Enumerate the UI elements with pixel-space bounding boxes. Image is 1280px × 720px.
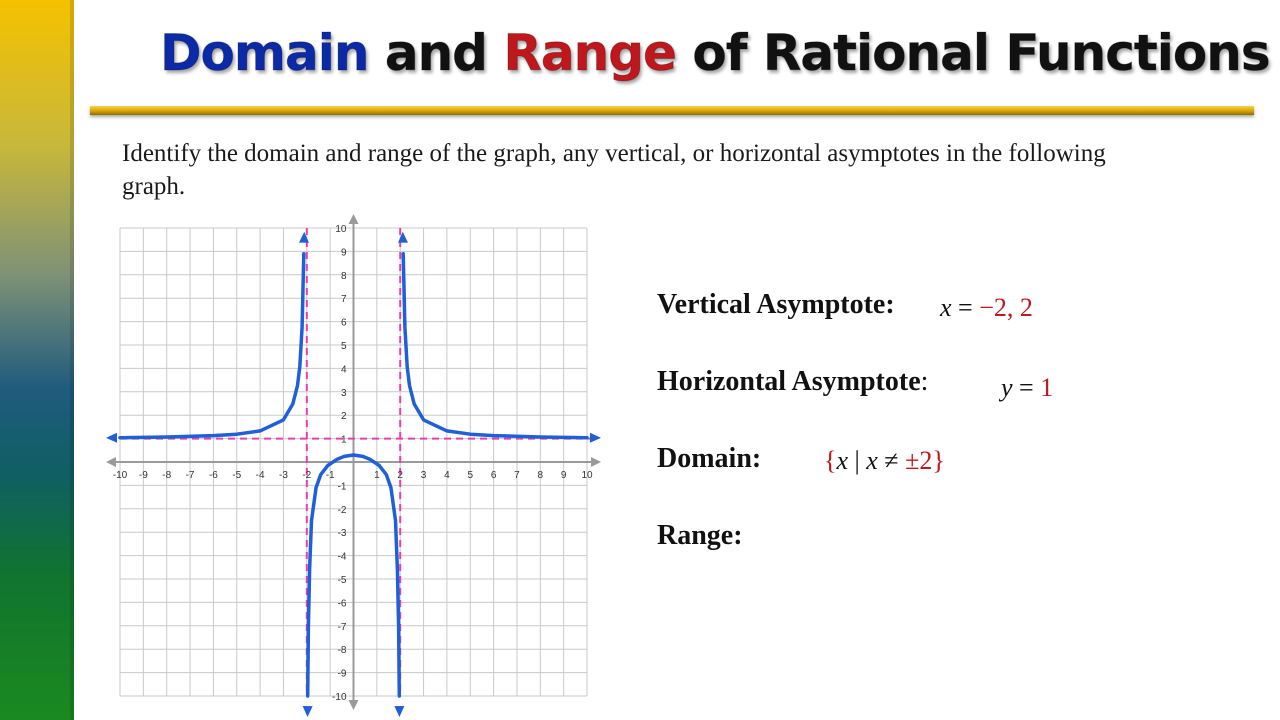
horizontal-equals: =	[1012, 373, 1041, 402]
title-rest: of Rational Functions	[675, 24, 1270, 82]
title-range-word: Range	[503, 24, 676, 82]
domain-var-2: x	[866, 446, 878, 475]
x-tick-label: 1	[374, 470, 380, 481]
horizontal-asymptote-value	[1001, 373, 1053, 403]
y-tick-label: -10	[332, 692, 347, 703]
y-tick-label: -5	[337, 575, 347, 586]
y-tick-label: 10	[335, 224, 347, 235]
x-tick-label: -9	[138, 470, 148, 481]
y-tick-label: -2	[337, 504, 347, 516]
side-color-bar	[0, 0, 74, 720]
x-tick-label: 6	[490, 470, 497, 481]
curve-branch-1	[120, 254, 304, 438]
y-tick-label: 8	[340, 270, 347, 282]
curve-branch-2	[403, 254, 587, 438]
vertical-asymptote-label: Vertical Asymptote:	[657, 289, 895, 320]
instructions-text: Identify the domain and range of the graph, any vertical, or horizontal asymptotes in the following graph.	[122, 140, 1106, 200]
title-underline-rule	[90, 106, 1254, 115]
axis-layer	[106, 214, 601, 710]
domain-label: Domain:	[657, 443, 762, 474]
curve-arrow-end-2	[590, 433, 601, 443]
x-tick-label: -4	[255, 470, 265, 481]
y-axis-arrow-top	[349, 214, 359, 224]
y-tick-label: 2	[340, 411, 347, 423]
horizontal-value: 1	[1040, 373, 1054, 402]
y-tick-label: -3	[337, 528, 347, 540]
x-tick-label: 10	[581, 470, 593, 481]
y-tick-label: -4	[337, 551, 347, 563]
x-tick-label: -10	[112, 470, 128, 481]
x-tick-label: -6	[208, 470, 218, 481]
title-and-word: and	[368, 24, 504, 82]
x-tick-label: -8	[162, 470, 172, 481]
x-tick-label: 5	[467, 470, 474, 481]
vertical-var: x	[940, 293, 952, 322]
title-domain-word: Domain	[160, 24, 369, 82]
x-tick-label: 2	[397, 470, 403, 481]
horizontal-var: y	[1001, 373, 1013, 402]
vertical-asymptote-value	[940, 293, 1033, 323]
x-tick-label: -2	[302, 470, 312, 481]
x-tick-label: -7	[185, 470, 195, 481]
x-tick-label: -3	[278, 470, 288, 481]
y-tick-label: 6	[340, 317, 347, 329]
domain-close-brace: }	[932, 446, 945, 475]
x-tick-label: -5	[232, 470, 242, 481]
y-axis-arrow-bottom	[349, 700, 359, 710]
y-tick-label: 4	[340, 364, 347, 376]
x-tick-label: 8	[537, 470, 544, 481]
y-tick-label: -7	[337, 621, 347, 633]
horizontal-label-text: Horizontal Asymptote	[657, 366, 921, 397]
y-tick-label: -6	[337, 598, 347, 610]
x-tick-label: -1	[325, 470, 335, 481]
curve-arrow-end-3	[394, 706, 404, 717]
rational-function-graph	[100, 208, 620, 718]
y-tick-label: -1	[337, 481, 347, 493]
x-tick-label: 9	[560, 470, 567, 481]
curve-arrow-start-1	[106, 433, 117, 443]
y-tick-label: 1	[340, 434, 347, 446]
x-tick-label: 4	[444, 470, 450, 481]
range-label: Range:	[657, 520, 743, 551]
y-tick-label: 5	[340, 341, 347, 352]
x-tick-label: 7	[514, 470, 520, 481]
slide-title	[160, 24, 1270, 82]
horizontal-colon: :	[920, 366, 929, 397]
y-tick-label: 7	[340, 294, 347, 306]
domain-open-brace: {	[824, 446, 837, 475]
y-tick-label: -8	[337, 645, 347, 657]
x-tick-label: 3	[420, 470, 427, 481]
x-axis-arrow-left	[106, 457, 116, 467]
x-axis-arrow-right	[591, 457, 601, 467]
vertical-equals: =	[951, 293, 980, 322]
domain-var-1: x	[836, 446, 849, 475]
y-tick-label: -9	[337, 668, 347, 680]
domain-bar: |	[848, 446, 867, 475]
domain-value	[824, 446, 945, 476]
y-tick-label: 9	[340, 247, 347, 259]
domain-pm-two: ±2	[905, 446, 933, 475]
y-tick-label: 3	[340, 387, 347, 399]
domain-not-equal: ≠	[877, 446, 906, 475]
curve-arrow-start-3	[303, 706, 313, 717]
horizontal-asymptote-label	[657, 366, 928, 398]
vertical-value: −2, 2	[979, 293, 1033, 322]
